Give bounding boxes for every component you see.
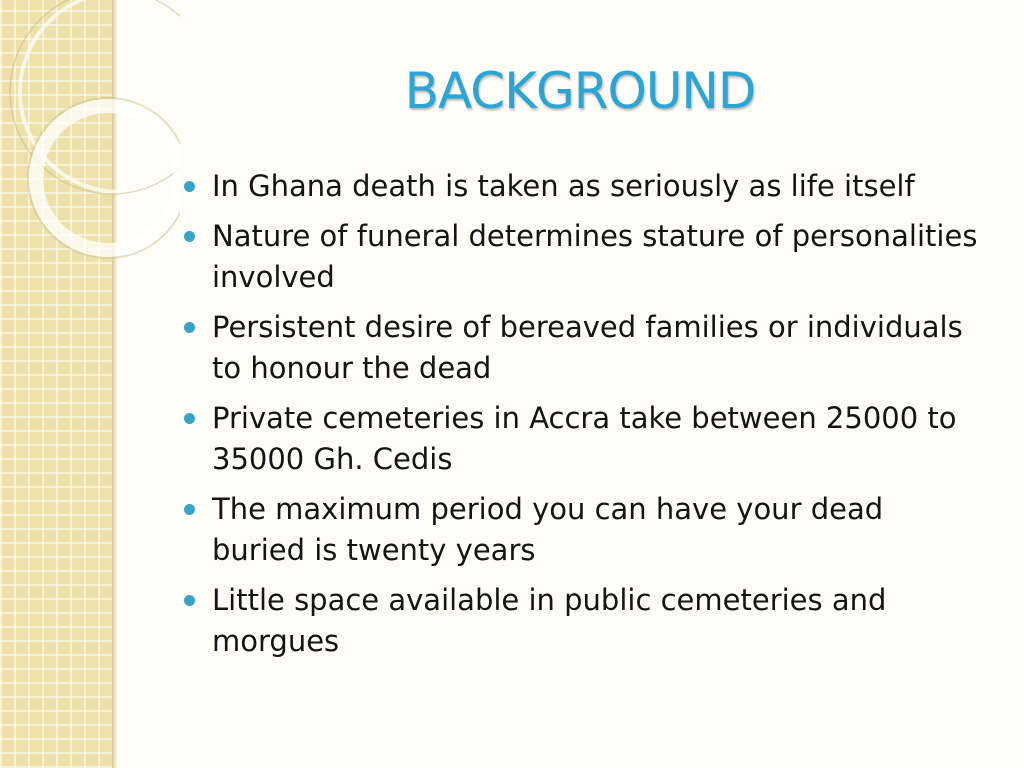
- round-bullet-icon: [184, 322, 195, 333]
- bullet-item-2: [184, 216, 984, 298]
- bullet-item-1: [184, 166, 984, 207]
- round-bullet-icon: [184, 181, 195, 192]
- slide-title: BACKGROUND: [404, 62, 756, 120]
- bullet-list: [184, 166, 984, 671]
- bullet-text: Nature of funeral determines stature of personalities involved: [212, 219, 978, 294]
- round-bullet-icon: [184, 413, 195, 424]
- bullet-text: Persistent desire of bereaved families or individuals to honour the dead: [212, 310, 963, 385]
- round-bullet-icon: [184, 231, 195, 242]
- bullet-item-3: [184, 307, 984, 389]
- bullet-text: Private cemeteries in Accra take between 25000 to 35000 Gh. Cedis: [212, 401, 957, 476]
- round-bullet-icon: [184, 595, 195, 606]
- bullet-item-4: [184, 398, 984, 480]
- bullet-text: In Ghana death is taken as seriously as life itself: [212, 169, 915, 203]
- bullet-item-5: [184, 489, 984, 571]
- bullet-item-6: [184, 580, 984, 662]
- bullet-text: The maximum period you can have your dead buried is twenty years: [212, 492, 884, 567]
- round-bullet-icon: [184, 504, 195, 515]
- bullet-text: Little space available in public cemeteries and morgues: [212, 583, 887, 658]
